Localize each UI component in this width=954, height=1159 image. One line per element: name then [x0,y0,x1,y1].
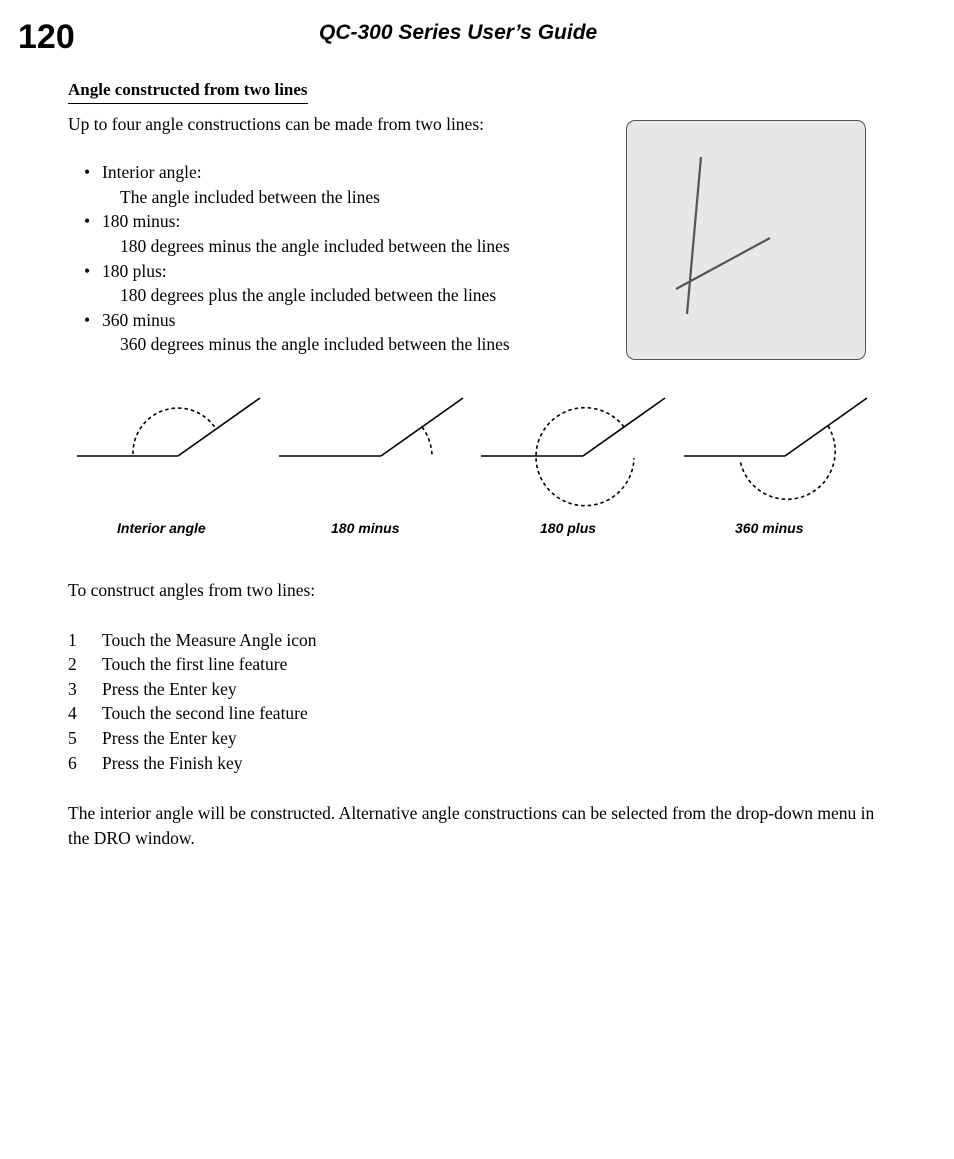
bullet-description: 360 degrees minus the angle included between the lines [120,334,510,354]
bullet-term: Interior angle: [102,162,202,182]
diagram-label-180-minus: 180 minus [331,520,400,536]
step-text: Press the Enter key [102,679,237,699]
step-number: 4 [68,703,77,723]
intro-text: Up to four angle constructions can be made from two lines: [68,114,485,134]
step-number: 3 [68,679,77,699]
bullet-dot: • [84,261,91,281]
section-heading: Angle constructed from two lines [68,80,308,104]
step-number: 6 [68,753,77,773]
step-text: Press the Enter key [102,728,237,748]
page-number: 120 [18,18,75,56]
steps-intro: To construct angles from two lines: [68,580,316,600]
step-text: Press the Finish key [102,753,243,773]
diagram-180-minus [279,398,463,456]
diagram-180-plus [481,398,665,506]
crossing-lines-figure [627,121,867,361]
angle-construction-diagrams [68,390,878,515]
diagram-label-360-minus: 360 minus [735,520,804,536]
running-header-title: QC-300 Series User’s Guide [319,21,598,44]
bullet-dot: • [84,162,91,182]
diagram-label-180-plus: 180 plus [540,520,597,536]
step-number: 1 [68,630,77,650]
bullet-term: 180 plus: [102,261,167,281]
bullet-description: 180 degrees minus the angle included between the lines [120,236,510,256]
bullet-description: The angle included between the lines [120,187,380,207]
diagram-360-minus [684,398,867,499]
step-text: Touch the Measure Angle icon [102,630,317,650]
measurement-screen-illustration [626,120,866,360]
bullet-description: 180 degrees plus the angle included between the lines [120,285,497,305]
step-number: 5 [68,728,77,748]
bullet-dot: • [84,310,91,330]
bullet-term: 360 minus [102,310,176,330]
bullet-term: 180 minus: [102,211,181,231]
line-feature-1 [687,157,701,314]
step-number: 2 [68,654,77,674]
diagram-label-interior-angle: Interior angle [117,520,206,536]
bullet-dot: • [84,211,91,231]
step-text: Touch the first line feature [102,654,288,674]
closing-paragraph: The interior angle will be constructed. Alternative angle constructions can be selected from the drop-down menu in the DRO window. [68,803,875,848]
diagram-interior-angle [77,398,260,456]
step-text: Touch the second line feature [102,703,308,723]
line-feature-2 [676,238,770,289]
